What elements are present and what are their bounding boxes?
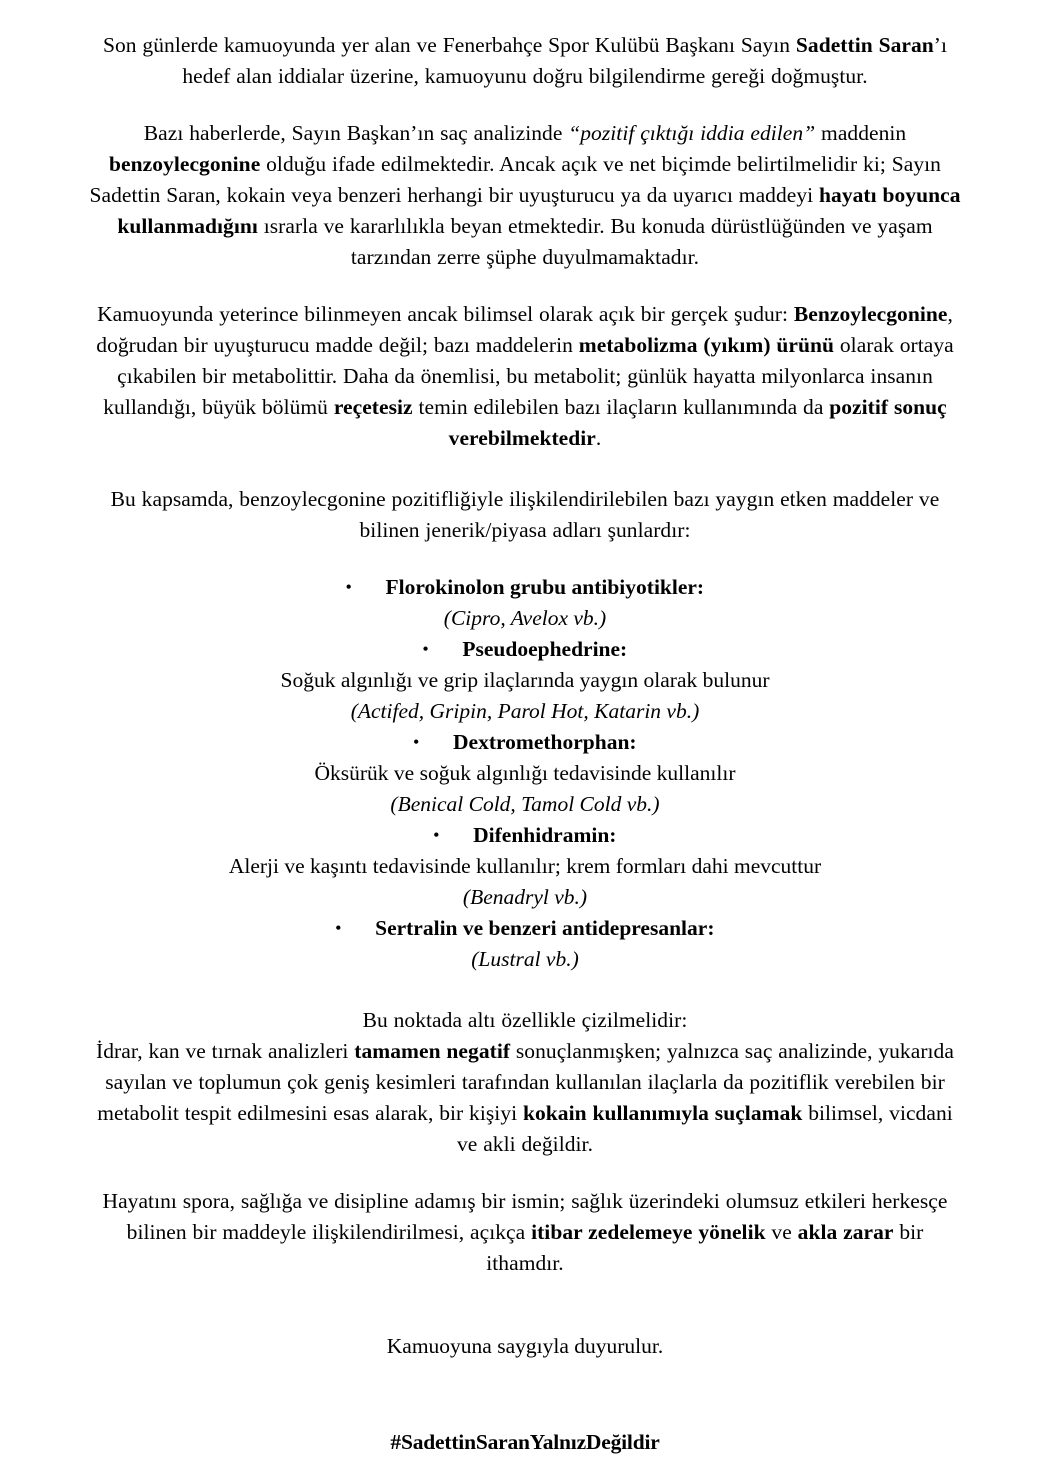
bullet-icon: • xyxy=(335,920,342,937)
spacer xyxy=(85,92,965,118)
drug-heading xyxy=(85,913,965,944)
drug-brands: (Benadryl vb.) xyxy=(462,885,588,909)
spacer xyxy=(85,546,965,572)
drug-brands: (Benical Cold, Tamol Cold vb.) xyxy=(390,792,660,816)
paragraph-claim xyxy=(85,118,965,273)
paragraph-science-seg3: olarak ortaya çıkabilen bir metabolittir. Daha da önemlisi, bu metabolit; günlük hayatta milyonlarca insanın kullandığı, büyük bölümü xyxy=(103,333,954,419)
paragraph-intro-bold-name: Sadettin Saran xyxy=(795,33,934,57)
bullet-icon: • xyxy=(433,827,440,844)
paragraph-defamation-bold-reputation: itibar zedelemeye yönelik xyxy=(531,1220,766,1244)
paragraph-emphasis-heading: Bu noktada altı özellikle çizilmelidir: xyxy=(362,1008,688,1032)
paragraph-emphasis-seg2: sonuçlanmışken; yalnızca saç analizinde, yukarıda sayılan ve toplumun çok geniş kesimleri tarafından kullanılan ilaçlarla da pozitiflik verebilen bir metabolit tespit edilmesini esas alarak, bir kişiyi xyxy=(97,1039,954,1125)
drug-list xyxy=(85,572,965,975)
paragraph-claim-bold-denial: hayatı boyunca kullanmadığını xyxy=(117,183,961,238)
drug-brands: (Actifed, Gripin, Parol Hot, Katarin vb.) xyxy=(350,699,700,723)
paragraph-defamation-seg3: bir ithamdır. xyxy=(486,1220,924,1275)
drug-brands: (Lustral vb.) xyxy=(471,947,579,971)
drug-label: Sertralin ve benzeri antidepresanlar: xyxy=(375,916,715,940)
drug-label: Difenhidramin: xyxy=(473,823,617,847)
bullet-icon: • xyxy=(345,579,352,596)
paragraph-science-seg5: . xyxy=(595,426,602,450)
bullet-icon: • xyxy=(413,734,420,751)
list-item xyxy=(85,913,965,975)
paragraph-claim-seg4: ısrarla ve kararlılıkla beyan etmektedir. Bu konuda dürüstlüğünden ve yaşam tarzından zerre şüphe duyulmamaktadır. xyxy=(257,214,933,269)
paragraph-science-bold-metabolism: metabolizma (yıkım) ürünü xyxy=(578,333,835,357)
paragraph-science-seg4: temin edilebilen bazı ilaçların kullanımında da xyxy=(412,395,830,419)
paragraph-claim-quote: “pozitif çıktığı iddia edilen” xyxy=(568,121,816,145)
drug-description: Öksürük ve soğuk algınlığı tedavisinde kullanılır xyxy=(314,761,736,785)
paragraph-emphasis-bold-negative: tamamen negatif xyxy=(354,1039,511,1063)
list-item xyxy=(85,727,965,820)
paragraph-intro-seg2: ’ı hedef alan iddialar üzerine, kamuoyunu doğru bilgilendirme gereği doğmuştur. xyxy=(182,33,948,88)
paragraph-claim-bold-substance: benzoylecgonine xyxy=(109,152,261,176)
closing-hashtag: #SadettinSaranYalnızDeğildir xyxy=(390,1429,660,1454)
drug-heading xyxy=(85,634,965,665)
paragraph-science-bold-otc: reçetesiz xyxy=(333,395,413,419)
spacer xyxy=(85,1160,965,1186)
list-item xyxy=(85,572,965,634)
document-body xyxy=(85,30,965,1458)
list-item xyxy=(85,634,965,727)
paragraph-emphasis-seg3: bilimsel, vicdani ve akli değildir. xyxy=(457,1101,953,1156)
paragraph-science xyxy=(85,299,965,454)
paragraph-defamation-seg2: ve xyxy=(765,1220,798,1244)
paragraph-intro-seg1: Son günlerde kamuoyunda yer alan ve Fenerbahçe Spor Kulübü Başkanı Sayın xyxy=(102,33,796,57)
paragraph-science-bold-positive: pozitif sonuç verebilmektedir xyxy=(448,395,947,450)
paragraph-defamation-bold-absurd: akla zarar xyxy=(797,1220,894,1244)
list-item xyxy=(85,820,965,913)
paragraph-emphasis xyxy=(85,1036,965,1160)
drug-label: Dextromethorphan: xyxy=(453,730,637,754)
paragraph-list-intro: Bu kapsamda, benzoylecgonine pozitifliğiyle ilişkilendirilebilen bazı yaygın etken maddeler ve bilinen jenerik/piyasa adları şunlardır: xyxy=(110,487,940,542)
paragraph-claim-seg2: maddenin xyxy=(815,121,907,145)
closing-statement: Kamuoyuna saygıyla duyurulur. xyxy=(386,1333,664,1358)
drug-description: Soğuk algınlığı ve grip ilaçlarında yaygın olarak bulunur xyxy=(280,668,770,692)
drug-heading xyxy=(85,572,965,603)
drug-description: Alerji ve kaşıntı tedavisinde kullanılır; krem formları dahi mevcuttur xyxy=(228,854,822,878)
paragraph-defamation xyxy=(85,1186,965,1279)
bullet-icon: • xyxy=(422,641,429,658)
drug-label: Florokinolon grubu antibiyotikler: xyxy=(385,575,705,599)
drug-heading xyxy=(85,727,965,758)
paragraph-science-seg1: Kamuoyunda yeterince bilinmeyen ancak bilimsel olarak açık bir gerçek şudur: xyxy=(97,302,794,326)
drug-heading xyxy=(85,820,965,851)
paragraph-science-seg2: , doğrudan bir uyuşturucu madde değil; bazı maddelerin xyxy=(96,302,953,357)
paragraph-science-bold-benzoylecgonine: Benzoylecgonine xyxy=(793,302,948,326)
spacer xyxy=(85,273,965,299)
paragraph-intro xyxy=(85,30,965,92)
spacer xyxy=(85,1383,965,1405)
paragraph-defamation-seg1: Hayatını spora, sağlığa ve disipline adamış bir ismin; sağlık üzerindeki olumsuz etkileri herkesçe bilinen bir maddeyle ilişkilendirilmesi, açıkça xyxy=(102,1189,948,1244)
paragraph-claim-seg1: Bazı haberlerde, Sayın Başkan’ın saç analizinde xyxy=(143,121,569,145)
paragraph-emphasis-bold-accusation: kokain kullanımıyla suçlamak xyxy=(522,1101,803,1125)
drug-label: Pseudoephedrine: xyxy=(462,637,628,661)
spacer xyxy=(85,1279,965,1309)
spacer xyxy=(85,975,965,1005)
spacer xyxy=(85,454,965,484)
paragraph-claim-seg3: olduğu ifade edilmektedir. Ancak açık ve net biçimde belirtilmelidir ki; Sayın Sadettin Saran, kokain veya benzeri herhangi bir uyuşturucu ya da uyarıcı maddeyi xyxy=(89,152,941,207)
drug-brands: (Cipro, Avelox vb.) xyxy=(443,606,607,630)
paragraph-emphasis-seg1: İdrar, kan ve tırnak analizleri xyxy=(96,1039,355,1063)
